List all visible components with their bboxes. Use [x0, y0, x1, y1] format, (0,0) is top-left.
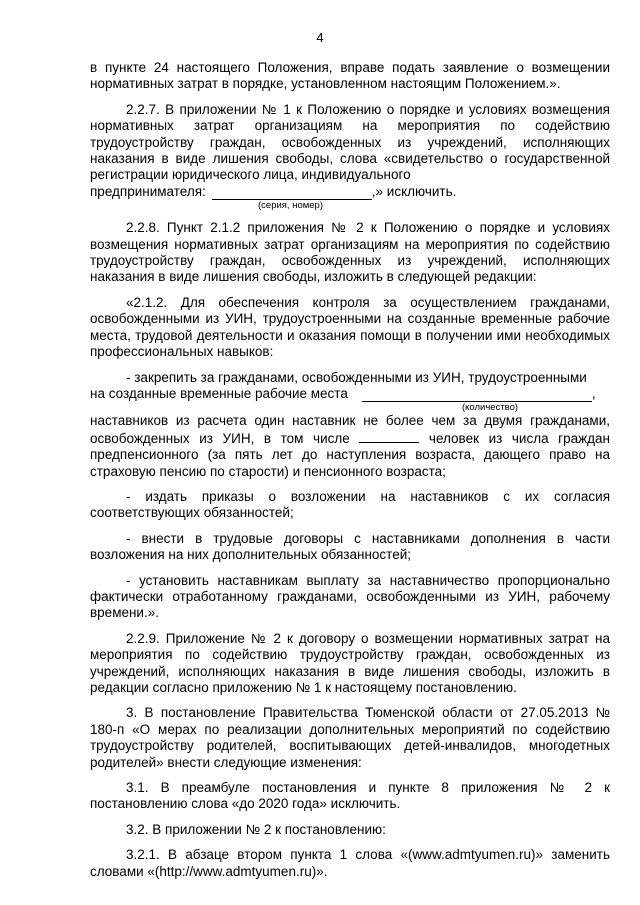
- paragraph-assign-mentors-line1: - закрепить за гражданами, освобожденными из УИН, трудоустроенными: [126, 369, 587, 385]
- paragraph-p1: в пункте 24 настоящего Положения, вправе подать заявление о возмещении нормативных затрат в порядке, установленном настоящим Положением.».: [90, 60, 610, 92]
- quantity-blank: [362, 389, 592, 402]
- paragraph-assign-mentors-tail: ,: [591, 385, 596, 401]
- paragraph-2-2-8: 2.2.8. Пункт 2.1.2 приложения № 2 к Положению о порядке и условиях возмещения нормативных затрат организациям на мероприятия по содействию трудоустройству граждан, освобожденных из учреждений, исполняющих наказания в виде лишения свободы, изложить в следующей редакции:: [90, 220, 610, 285]
- paragraph-mentor-ratio: [90, 413, 610, 480]
- paragraph-3-2: 3.2. В приложении № 2 к постановлению:: [126, 821, 386, 837]
- paragraph-2-2-7: [90, 102, 610, 211]
- paragraph-set-payment: - установить наставникам выплату за наставничество пропорционально фактически отработанному гражданами, освобожденными из УИН, рабочему времени.».: [90, 572, 610, 621]
- paragraph-2-2-7-text: 2.2.7. В приложении № 1 к Положению о порядке и условиях возмещения нормативных затрат организациям на мероприятия по содействию трудоустройству граждан, освобожденных из учреждений, исполняющих наказания в виде лишения свободы, слова «свидетельство о государственной регистрации юридического лица, индивидуального: [90, 101, 610, 183]
- paragraph-assign-mentors-lead: на созданные временные рабочие места: [90, 385, 348, 401]
- paragraph-2-2-7-lead: предпринимателя:: [90, 183, 206, 199]
- series-number-blank: [212, 187, 372, 200]
- paragraph-mentor-ratio-b: человек из числа граждан предпенсионного (за пять лет до наступления возраста, дающего право на страховую пенсию по старости) и пенсионного возраста;: [90, 430, 610, 479]
- paragraph-2-2-9: 2.2.9. Приложение № 2 к договору о возмещении нормативных затрат на мероприятия по содействию трудоустройству граждан, освобожденных из учреждений, исполняющих наказания в виде лишения свободы, изложить в редакции согласно приложению № 1 к настоящему постановлению.: [90, 630, 610, 695]
- paragraph-assign-mentors: [90, 370, 610, 480]
- persons-count-blank: [359, 430, 419, 443]
- series-number-hint: (серия, номер): [258, 200, 324, 212]
- paragraph-2-2-7-fill-row: [90, 184, 610, 200]
- document-body: [90, 60, 610, 880]
- paragraph-3: 3. В постановление Правительства Тюменской области от 27.05.2013 № 180-п «О мерах по реализации дополнительных мероприятий по содействию трудоустройству родителей, воспитывающих детей-инвалидов, многодетных родителей» внести следующие изменения:: [90, 705, 610, 770]
- paragraph-3-1: 3.1. В преамбуле постановления и пункте 8 приложения № 2 к постановлению слова «до 2020 года» исключить.: [90, 780, 610, 812]
- paragraph-3-2-1: 3.2.1. В абзаце втором пункта 1 слова «(www.admtyumen.ru)» заменить словами «(http://www.admtyumen.ru)».: [90, 847, 610, 879]
- paragraph-2-1-2: «2.1.2. Для обеспечения контроля за осуществлением гражданами, освобожденными из УИН, трудоустроенными на созданные временные рабочие места, трудовой деятельности и оказания помощи в получении ими необходимых профессиональных навыков:: [90, 294, 610, 360]
- paragraph-issue-orders: - издать приказы о возложении на наставников с их согласия соответствующих обязанностей;: [90, 488, 610, 521]
- paragraph-mentor-ratio-a: наставников из расчета один наставник не более чем за двумя гражданами, освобожденных из УИН, в том числе: [90, 413, 610, 446]
- quantity-hint: (количество): [462, 402, 519, 414]
- paragraph-2-2-7-tail: ,» исключить.: [371, 183, 457, 199]
- page-number: 4: [316, 30, 324, 45]
- paragraph-amend-contracts: - внести в трудовые договоры с наставниками дополнения в части возложения на них дополнительных обязанностей;: [90, 530, 610, 563]
- paragraph-assign-mentors-fill-row: [90, 386, 610, 402]
